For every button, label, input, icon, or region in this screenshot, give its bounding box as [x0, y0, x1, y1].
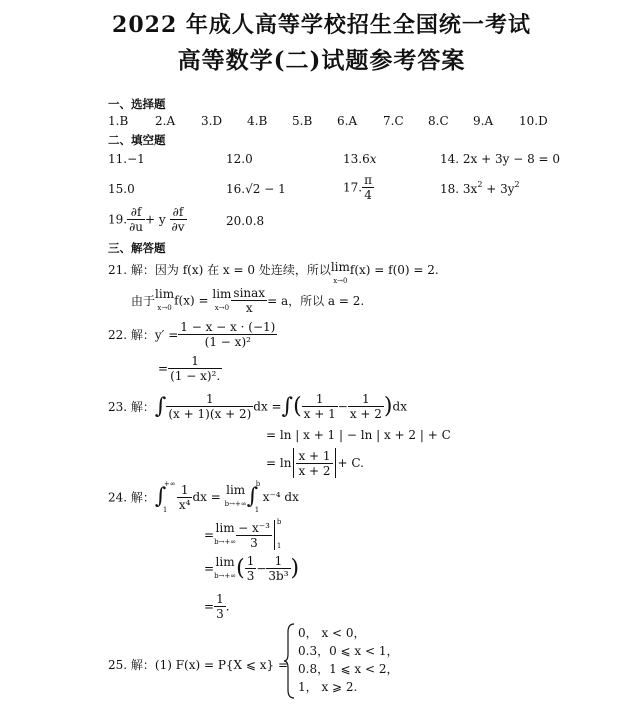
fill-answer-15: 15.0 — [108, 182, 135, 196]
q21-line2: 由于lim x→0 f(x) = lim x→0 $\frac{\text{sinax}}{x}$ = a，所以 a = 2. — [131, 286, 365, 315]
q23-line1: 23. 解：∫ $\frac{1}{(x + 1)(x + 2)}$ dx =∫( $\frac{1}{x + 1}$ − $\frac{1}{x + 2}$ )dx — [108, 392, 407, 421]
fill-answer-16: 16.√2 − 1 — [226, 182, 286, 196]
q23-line2: = ln | x + 1 | − ln | x + 2 | + C — [266, 428, 451, 442]
q24-line3: =lim b→+∞( $\frac{1}{3}$ − $\frac{1}{\text{3b³}}$ ) — [204, 554, 300, 583]
fill-answer-11: 11.−1 — [108, 152, 145, 166]
q22-line1: 22. 解：y′ = $\frac{1 - x - x \cdot (-1)}{\text{(1 − x)²}}$ — [108, 320, 276, 349]
case-row: 0.3，0 ⩽ x < 1， — [298, 644, 399, 658]
section-solve-heading: 三、解答题 — [108, 241, 166, 255]
page-title-line2: 高等数学(二)试题参考答案 — [177, 47, 466, 74]
fill-answer-18: 18. $3x^2 + 3y^2$ — [440, 180, 520, 196]
choice-answer: 5.B — [292, 114, 313, 128]
fill-answer-19: 19. $\frac{\partial f}{\partial u}$ + y $\frac{\partial f}{\partial v}$ — [108, 205, 185, 234]
section-fill-heading: 二、填空题 — [108, 133, 166, 147]
fill-answer-20: 20.0.8 — [226, 214, 265, 228]
choice-answer: 2.A — [155, 114, 176, 128]
choice-answer: 3.D — [201, 114, 223, 128]
choice-answer: 1.B — [108, 114, 129, 128]
fill-answer-13: 13.6x — [343, 152, 377, 166]
choice-answer: 6.A — [337, 114, 358, 128]
q24-line1: 24. 解： ∫ +∞ 1 $\frac{1}{\text{x⁴}}$ dx = lim b→+∞ ∫ b 1 x⁻⁴ dx — [108, 480, 299, 514]
piecewise-cases — [298, 624, 399, 696]
q22-line2: = $\frac{1}{\text{(1 − x)².}}$ — [158, 354, 221, 383]
q21-line1: 21. 解：因为 f(x) 在 x = 0 处连续，所以lim x→0f(x) = f(0) = 2. — [108, 260, 439, 285]
choice-answer: 7.C — [383, 114, 404, 128]
left-brace — [284, 622, 296, 700]
choice-answer: 8.C — [428, 114, 449, 128]
q24-line2: =lim b→+∞ $\frac{\text{− x⁻³}}{3}$ b 1 — [204, 518, 282, 550]
page-title-line1: 2022 年成人高等学校招生全国统一考试 — [112, 12, 531, 38]
fill-answer-12: 12.0 — [226, 152, 253, 166]
choice-answer: 10.D — [519, 114, 548, 128]
q23-line3: = ln $\frac{x + 1}{x + 2}$ + C. — [266, 448, 364, 478]
fill-answer-14: 14. 2x + 3y − 8 = 0 — [440, 152, 561, 166]
choice-answer: 9.A — [473, 114, 494, 128]
section-choice-heading: 一、选择题 — [108, 97, 166, 111]
fill-answer-17: 17. $\frac{\pi}{4}$ — [343, 173, 372, 202]
choice-answer: 4.B — [247, 114, 268, 128]
q24-line4: = $\frac{1}{3}$ . — [204, 592, 230, 621]
q25-label: 25. 解：(1) F(x) = P{X ⩽ x} = — [108, 658, 289, 672]
case-row: 0， x < 0， — [298, 626, 366, 640]
case-row: 0.8，1 ⩽ x < 2， — [298, 662, 399, 676]
case-row: 1， x ⩾ 2. — [298, 680, 358, 694]
